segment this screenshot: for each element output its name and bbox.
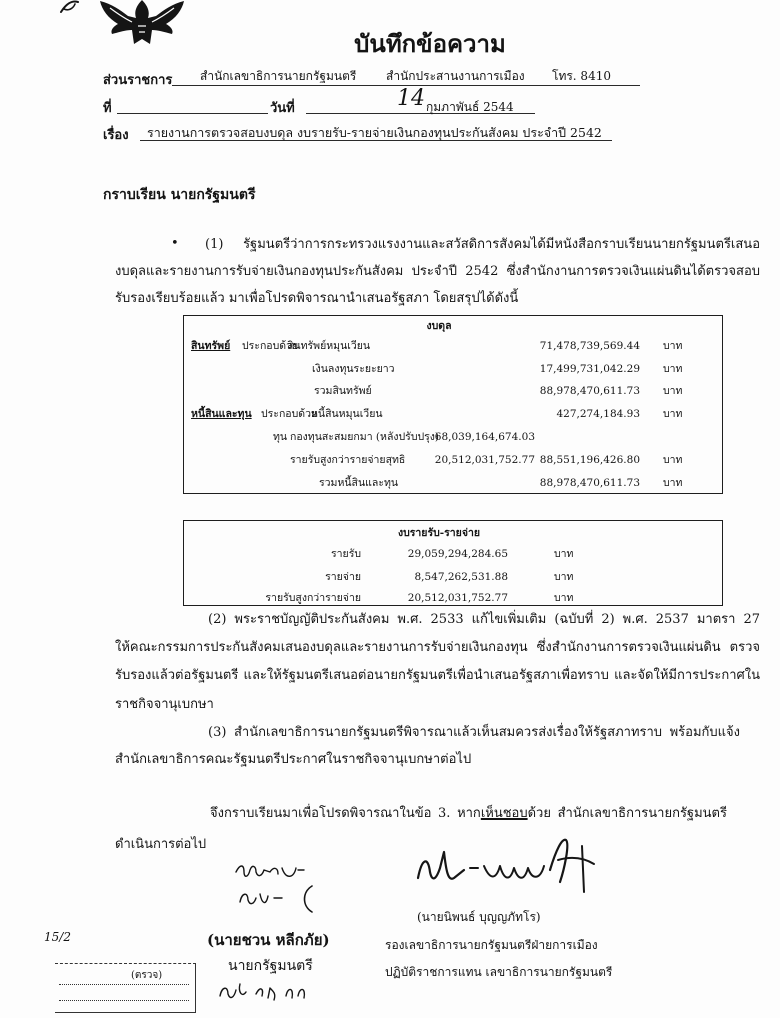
deputy-secretary-position: รองเลขาธิการนายกรัฐมนตรีฝ่ายการเมือง (385, 938, 598, 952)
subject-label: เรื่อง (103, 128, 129, 143)
net-surplus-label: รายรับสูงกว่ารายจ่ายสุทธิ (290, 454, 406, 466)
unit-baht: บาท (663, 385, 683, 397)
income-row-amount: 20,512,031,752.77 (407, 592, 508, 604)
equity-total-amount: 88,551,196,426.80 (539, 454, 640, 466)
current-liabilities-label: หนี้สินหมุนเวียน (311, 408, 383, 420)
income-statement-box (183, 520, 723, 606)
deputy-secretary-acting: ปฏิบัติราชการแทน เลขาธิการนายกรัฐมนตรี (385, 965, 613, 979)
signature-deputy-secretary (410, 828, 610, 904)
balance-sheet-title: งบดุล (426, 320, 452, 332)
liabilities-consist-label: ประกอบด้วย (261, 408, 318, 420)
receipt-stamp (55, 963, 196, 1013)
stamp-line (59, 984, 189, 985)
date-day: 14 (397, 86, 425, 111)
margin-note: 15/2 (44, 930, 71, 944)
unit-baht: บาท (663, 477, 683, 489)
paragraph-1-line: (1) รัฐมนตรีว่าการกระทรวงแรงงานและสวัสดิการสังคมได้มีหนังสือกราบเรียนนายกรัฐมนตรีเสนอ (205, 237, 760, 252)
handwritten-approval-note (230, 858, 325, 916)
total-liabilities-equity-label: รวมหนี้สินและทุน (319, 477, 399, 489)
liabilities-heading: หนี้สินและทุน (191, 408, 252, 420)
subject-value: รายงานการตรวจสอบงบดุล งบรายรับ-รายจ่ายเงินกองทุนประกันสังคม ประจำปี 2542 (147, 125, 602, 140)
paragraph-2-line: รับรองแล้วต่อรัฐมนตรี และให้รัฐมนตรีเสนอต่อนายกรัฐมนตรีเพื่อนำเสนอรัฐสภาเพื่อทราบ และจัดให้มีการประกาศใน (115, 668, 760, 683)
paragraph-1-line: รับรองเรียบร้อยแล้ว มาเพื่อโปรดพิจารณานำเสนอรัฐสภา โดยสรุปได้ดังนี้ (115, 291, 519, 306)
memo-title: บันทึกข้อความ (354, 29, 506, 58)
unit-baht: บาท (663, 408, 683, 420)
closing-emphasis: เห็นชอบ (480, 806, 528, 821)
pen-mark-icon (58, 0, 82, 14)
agency-value-division: สำนักประสานงานการเมือง (386, 69, 525, 83)
date-month-year: กุมภาพันธ์ 2544 (426, 100, 514, 114)
fund-brought-forward-amount: 68,039,164,674.03 (434, 431, 535, 443)
paragraph-2-line: ให้คณะกรรมการประกันสังคมเสนองบดุลและรายงานการรับจ่ายเงินกองทุน ซึ่งสำนักงานการตรวจเงินแผ่นดิน ตรวจ (115, 640, 760, 655)
closing-line-2: ดำเนินการต่อไป (115, 837, 207, 852)
agency-phone: โทร. 8410 (552, 69, 611, 83)
total-assets-label: รวมสินทรัพย์ (314, 385, 372, 397)
agency-value-office: สำนักเลขาธิการนายกรัฐมนตรี (200, 69, 357, 83)
income-row-label: รายรับสูงกว่ารายจ่าย (265, 592, 361, 604)
salutation: กราบเรียน นายกรัฐมนตรี (103, 187, 256, 203)
income-row-unit: บาท (554, 571, 574, 583)
fund-brought-forward-label: กองทุนสะสมยกมา (หลังปรับปรุง) (290, 431, 440, 443)
stamp-text: (ตรวจ) (131, 970, 163, 981)
assets-consist-label: ประกอบด้วย (242, 340, 299, 352)
handwritten-approval-date (216, 978, 311, 1006)
paragraph-bullet: • (171, 236, 179, 251)
paragraph-1-line: งบดุลและรายงานการรับจ่ายเงินกองทุนประกันสังคม ประจำปี 2542 ซึ่งสำนักงานการตรวจเงินแผ่นดินได้ตรวจสอบ (115, 264, 760, 279)
balance-sheet-box (183, 315, 723, 494)
income-row-label: รายจ่าย (325, 571, 361, 583)
equity-label: ทุน (273, 431, 288, 443)
closing-text-before: จึงกราบเรียนมาเพื่อโปรดพิจารณาในข้อ 3. หาก (210, 806, 481, 821)
paragraph-2-line: (2) พระราชบัญญัติประกันสังคม พ.ศ. 2533 แก้ไขเพิ่มเติม (ฉบับที่ 2) พ.ศ. 2537 มาตรา 27 (208, 612, 760, 627)
income-statement-title: งบรายรับ-รายจ่าย (397, 527, 481, 539)
long-term-investment-amount: 17,499,731,042.29 (539, 363, 640, 375)
closing-line (210, 803, 727, 825)
income-row-unit: บาท (554, 592, 574, 604)
current-assets-amount: 71,478,739,569.44 (539, 340, 640, 352)
ref-label: ที่ (103, 101, 112, 116)
current-liabilities-amount: 427,274,184.93 (556, 408, 640, 420)
date-label: วันที่ (270, 101, 295, 116)
income-row-unit: บาท (554, 548, 574, 560)
prime-minister-position: นายกรัฐมนตรี (228, 958, 313, 974)
prime-minister-name: (นายชวน หลีกภัย) (207, 931, 330, 949)
net-surplus-amount: 20,512,031,752.77 (434, 454, 535, 466)
paragraph-2-line: ราชกิจจานุเบกษา (115, 697, 214, 712)
unit-baht: บาท (663, 363, 683, 375)
income-row-amount: 8,547,262,531.88 (414, 571, 508, 583)
closing-text-after: ด้วย สำนักเลขาธิการนายกรัฐมนตรี (527, 806, 727, 821)
total-assets-amount: 88,978,470,611.73 (539, 385, 640, 397)
deputy-secretary-name: (นายนิพนธ์ บุญญภัทโร) (417, 910, 541, 924)
income-row-amount: 29,059,294,284.65 (407, 548, 508, 560)
unit-baht: บาท (663, 454, 683, 466)
paragraph-3-line: สำนักเลขาธิการคณะรัฐมนตรีประกาศในราชกิจจานุเบกษาต่อไป (115, 752, 472, 767)
garuda-emblem-icon (92, 0, 192, 46)
agency-label: ส่วนราชการ (103, 73, 173, 88)
current-assets-label: สินทรัพย์หมุนเวียน (287, 340, 371, 352)
long-term-investment-label: เงินลงทุนระยะยาว (312, 363, 395, 375)
stamp-line (59, 1000, 189, 1001)
unit-baht: บาท (663, 340, 683, 352)
total-liabilities-equity-amount: 88,978,470,611.73 (539, 477, 640, 489)
ref-underline (117, 113, 268, 114)
income-row-label: รายรับ (331, 548, 361, 560)
assets-heading: สินทรัพย์ (191, 340, 231, 352)
paragraph-3-line: (3) สำนักเลขาธิการนายกรัฐมนตรีพิจารณาแล้วเห็นสมควรส่งเรื่องให้รัฐสภาทราบ พร้อมกับแจ้ง (208, 725, 740, 740)
